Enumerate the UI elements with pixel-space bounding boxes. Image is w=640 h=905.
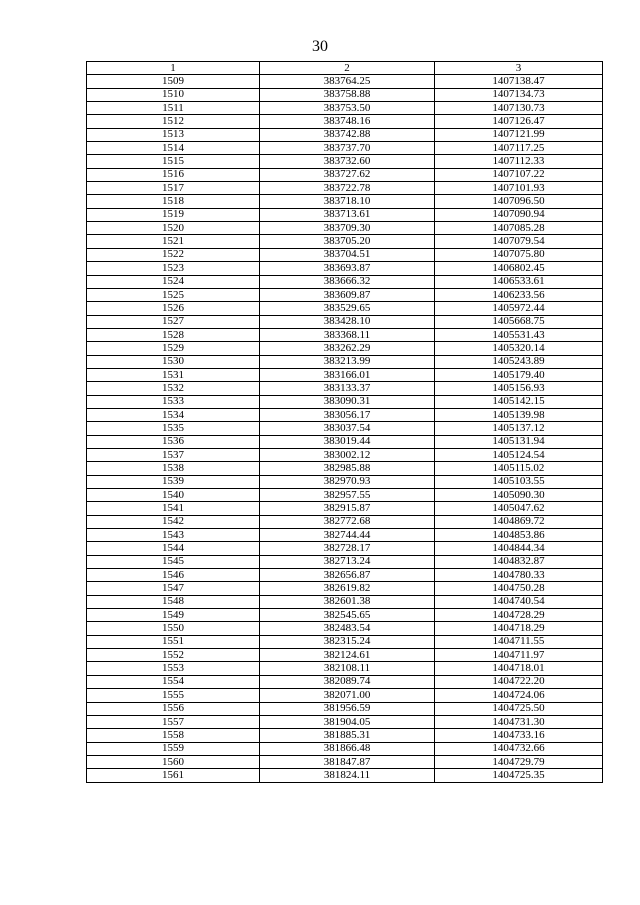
table-row — [87, 502, 603, 515]
point-number-cell: 1534 — [87, 408, 260, 421]
y-coordinate-cell: 1405156.93 — [435, 382, 603, 395]
point-number-cell: 1558 — [87, 729, 260, 742]
y-coordinate-cell: 1405047.62 — [435, 502, 603, 515]
x-coordinate-cell: 383742.88 — [260, 128, 435, 141]
table-row — [87, 542, 603, 555]
table-row — [87, 489, 603, 502]
x-coordinate-cell: 383262.29 — [260, 342, 435, 355]
y-coordinate-cell: 1404724.06 — [435, 689, 603, 702]
point-number-cell: 1533 — [87, 395, 260, 408]
y-coordinate-cell: 1405124.54 — [435, 448, 603, 461]
table-row — [87, 182, 603, 195]
point-number-cell: 1518 — [87, 195, 260, 208]
point-number-cell: 1539 — [87, 475, 260, 488]
table-row — [87, 262, 603, 275]
point-number-cell: 1550 — [87, 622, 260, 635]
x-coordinate-cell: 383666.32 — [260, 275, 435, 288]
point-number-cell: 1547 — [87, 582, 260, 595]
table-row — [87, 142, 603, 155]
x-coordinate-cell: 382601.38 — [260, 595, 435, 608]
table-row — [87, 649, 603, 662]
x-coordinate-cell: 383722.78 — [260, 182, 435, 195]
y-coordinate-cell: 1405103.55 — [435, 475, 603, 488]
table-row — [87, 155, 603, 168]
table-row — [87, 395, 603, 408]
x-coordinate-cell: 382728.17 — [260, 542, 435, 555]
point-number-cell: 1554 — [87, 675, 260, 688]
y-coordinate-cell: 1407085.28 — [435, 222, 603, 235]
table-row — [87, 88, 603, 101]
y-coordinate-cell: 1405139.98 — [435, 408, 603, 421]
table-header-row — [87, 62, 603, 75]
y-coordinate-cell: 1407126.47 — [435, 115, 603, 128]
point-number-cell: 1519 — [87, 208, 260, 221]
table-row — [87, 288, 603, 301]
point-number-cell: 1555 — [87, 689, 260, 702]
point-number-cell: 1541 — [87, 502, 260, 515]
table-row — [87, 382, 603, 395]
point-number-cell: 1546 — [87, 569, 260, 582]
x-coordinate-cell: 383166.01 — [260, 368, 435, 381]
y-coordinate-cell: 1404844.34 — [435, 542, 603, 555]
table-row — [87, 235, 603, 248]
point-number-cell: 1561 — [87, 769, 260, 782]
x-coordinate-cell: 383718.10 — [260, 195, 435, 208]
table-row — [87, 529, 603, 542]
y-coordinate-cell: 1404853.86 — [435, 529, 603, 542]
x-coordinate-cell: 383056.17 — [260, 408, 435, 421]
table-row — [87, 102, 603, 115]
table-row — [87, 315, 603, 328]
table-row — [87, 662, 603, 675]
table-row — [87, 595, 603, 608]
x-coordinate-cell: 383133.37 — [260, 382, 435, 395]
x-coordinate-cell: 383693.87 — [260, 262, 435, 275]
x-coordinate-cell: 383704.51 — [260, 248, 435, 261]
table-row — [87, 195, 603, 208]
table-row — [87, 462, 603, 475]
point-number-cell: 1538 — [87, 462, 260, 475]
point-number-cell: 1513 — [87, 128, 260, 141]
table-row — [87, 342, 603, 355]
point-number-cell: 1526 — [87, 302, 260, 315]
point-number-cell: 1524 — [87, 275, 260, 288]
y-coordinate-cell: 1406802.45 — [435, 262, 603, 275]
y-coordinate-cell: 1404732.66 — [435, 742, 603, 755]
point-number-cell: 1545 — [87, 555, 260, 568]
table-row — [87, 622, 603, 635]
table-row — [87, 368, 603, 381]
point-number-cell: 1520 — [87, 222, 260, 235]
point-number-cell: 1527 — [87, 315, 260, 328]
x-coordinate-cell: 383753.50 — [260, 102, 435, 115]
table-row — [87, 475, 603, 488]
y-coordinate-cell: 1405137.12 — [435, 422, 603, 435]
x-coordinate-cell: 382108.11 — [260, 662, 435, 675]
table-row — [87, 448, 603, 461]
point-number-cell: 1544 — [87, 542, 260, 555]
table-row — [87, 569, 603, 582]
table-row — [87, 208, 603, 221]
x-coordinate-cell: 383705.20 — [260, 235, 435, 248]
y-coordinate-cell: 1405179.40 — [435, 368, 603, 381]
table-row — [87, 75, 603, 88]
x-coordinate-cell: 382315.24 — [260, 635, 435, 648]
y-coordinate-cell: 1404722.20 — [435, 675, 603, 688]
table-row — [87, 328, 603, 341]
point-number-cell: 1536 — [87, 435, 260, 448]
x-coordinate-cell: 382545.65 — [260, 609, 435, 622]
y-coordinate-cell: 1404740.54 — [435, 595, 603, 608]
point-number-cell: 1556 — [87, 702, 260, 715]
y-coordinate-cell: 1404750.28 — [435, 582, 603, 595]
point-number-cell: 1535 — [87, 422, 260, 435]
y-coordinate-cell: 1405142.15 — [435, 395, 603, 408]
point-number-cell: 1515 — [87, 155, 260, 168]
point-number-cell: 1542 — [87, 515, 260, 528]
table-row — [87, 675, 603, 688]
table-row — [87, 355, 603, 368]
y-coordinate-cell: 1404718.29 — [435, 622, 603, 635]
y-coordinate-cell: 1405531.43 — [435, 328, 603, 341]
point-number-cell: 1549 — [87, 609, 260, 622]
table-row — [87, 729, 603, 742]
point-number-cell: 1521 — [87, 235, 260, 248]
y-coordinate-cell: 1404718.01 — [435, 662, 603, 675]
x-coordinate-cell: 381847.87 — [260, 755, 435, 768]
table-row — [87, 715, 603, 728]
x-coordinate-cell: 383609.87 — [260, 288, 435, 301]
x-coordinate-cell: 381904.05 — [260, 715, 435, 728]
x-coordinate-cell: 383758.88 — [260, 88, 435, 101]
point-number-cell: 1557 — [87, 715, 260, 728]
x-coordinate-cell: 383019.44 — [260, 435, 435, 448]
point-number-cell: 1532 — [87, 382, 260, 395]
point-number-cell: 1528 — [87, 328, 260, 341]
point-number-cell: 1552 — [87, 649, 260, 662]
y-coordinate-cell: 1407117.25 — [435, 142, 603, 155]
point-number-cell: 1509 — [87, 75, 260, 88]
x-coordinate-cell: 381885.31 — [260, 729, 435, 742]
coordinates-table — [86, 61, 603, 783]
x-coordinate-cell: 383529.65 — [260, 302, 435, 315]
table-row — [87, 248, 603, 261]
table-row — [87, 555, 603, 568]
x-coordinate-cell: 383213.99 — [260, 355, 435, 368]
y-coordinate-cell: 1404780.33 — [435, 569, 603, 582]
x-coordinate-cell: 382713.24 — [260, 555, 435, 568]
point-number-cell: 1525 — [87, 288, 260, 301]
y-coordinate-cell: 1404729.79 — [435, 755, 603, 768]
y-coordinate-cell: 1405131.94 — [435, 435, 603, 448]
x-coordinate-cell: 382744.44 — [260, 529, 435, 542]
table-row — [87, 128, 603, 141]
y-coordinate-cell: 1404725.35 — [435, 769, 603, 782]
point-number-cell: 1512 — [87, 115, 260, 128]
x-coordinate-cell: 382772.68 — [260, 515, 435, 528]
table-row — [87, 435, 603, 448]
column-header-2: 2 — [260, 62, 435, 75]
y-coordinate-cell: 1407134.73 — [435, 88, 603, 101]
x-coordinate-cell: 382970.93 — [260, 475, 435, 488]
x-coordinate-cell: 383368.11 — [260, 328, 435, 341]
y-coordinate-cell: 1407130.73 — [435, 102, 603, 115]
table-row — [87, 769, 603, 782]
x-coordinate-cell: 383727.62 — [260, 168, 435, 181]
page-number: 30 — [312, 38, 328, 55]
y-coordinate-cell: 1407075.80 — [435, 248, 603, 261]
x-coordinate-cell: 381824.11 — [260, 769, 435, 782]
x-coordinate-cell: 383764.25 — [260, 75, 435, 88]
y-coordinate-cell: 1407112.33 — [435, 155, 603, 168]
x-coordinate-cell: 382483.54 — [260, 622, 435, 635]
y-coordinate-cell: 1404733.16 — [435, 729, 603, 742]
y-coordinate-cell: 1407096.50 — [435, 195, 603, 208]
point-number-cell: 1511 — [87, 102, 260, 115]
point-number-cell: 1543 — [87, 529, 260, 542]
x-coordinate-cell: 381956.59 — [260, 702, 435, 715]
table-row — [87, 755, 603, 768]
x-coordinate-cell: 383732.60 — [260, 155, 435, 168]
column-header-3: 3 — [435, 62, 603, 75]
point-number-cell: 1537 — [87, 448, 260, 461]
y-coordinate-cell: 1404711.97 — [435, 649, 603, 662]
y-coordinate-cell: 1407101.93 — [435, 182, 603, 195]
x-coordinate-cell: 382089.74 — [260, 675, 435, 688]
y-coordinate-cell: 1405668.75 — [435, 315, 603, 328]
table-row — [87, 609, 603, 622]
table-row — [87, 689, 603, 702]
y-coordinate-cell: 1405243.89 — [435, 355, 603, 368]
y-coordinate-cell: 1405320.14 — [435, 342, 603, 355]
x-coordinate-cell: 383737.70 — [260, 142, 435, 155]
table-body — [87, 75, 603, 782]
x-coordinate-cell: 383428.10 — [260, 315, 435, 328]
y-coordinate-cell: 1407079.54 — [435, 235, 603, 248]
table-row — [87, 422, 603, 435]
point-number-cell: 1516 — [87, 168, 260, 181]
y-coordinate-cell: 1405972.44 — [435, 302, 603, 315]
x-coordinate-cell: 382071.00 — [260, 689, 435, 702]
point-number-cell: 1553 — [87, 662, 260, 675]
table-row — [87, 275, 603, 288]
table-row — [87, 742, 603, 755]
point-number-cell: 1530 — [87, 355, 260, 368]
point-number-cell: 1522 — [87, 248, 260, 261]
x-coordinate-cell: 383709.30 — [260, 222, 435, 235]
x-coordinate-cell: 382957.55 — [260, 489, 435, 502]
table-row — [87, 408, 603, 421]
x-coordinate-cell: 383713.61 — [260, 208, 435, 221]
table-row — [87, 582, 603, 595]
table-row — [87, 302, 603, 315]
x-coordinate-cell: 382656.87 — [260, 569, 435, 582]
table-row — [87, 702, 603, 715]
point-number-cell: 1540 — [87, 489, 260, 502]
y-coordinate-cell: 1407121.99 — [435, 128, 603, 141]
point-number-cell: 1551 — [87, 635, 260, 648]
y-coordinate-cell: 1407107.22 — [435, 168, 603, 181]
y-coordinate-cell: 1406533.61 — [435, 275, 603, 288]
y-coordinate-cell: 1404711.55 — [435, 635, 603, 648]
y-coordinate-cell: 1407138.47 — [435, 75, 603, 88]
point-number-cell: 1531 — [87, 368, 260, 381]
x-coordinate-cell: 381866.48 — [260, 742, 435, 755]
x-coordinate-cell: 383090.31 — [260, 395, 435, 408]
x-coordinate-cell: 382619.82 — [260, 582, 435, 595]
y-coordinate-cell: 1404869.72 — [435, 515, 603, 528]
table-row — [87, 635, 603, 648]
y-coordinate-cell: 1404731.30 — [435, 715, 603, 728]
point-number-cell: 1510 — [87, 88, 260, 101]
y-coordinate-cell: 1407090.94 — [435, 208, 603, 221]
x-coordinate-cell: 383037.54 — [260, 422, 435, 435]
x-coordinate-cell: 382985.88 — [260, 462, 435, 475]
x-coordinate-cell: 382915.87 — [260, 502, 435, 515]
point-number-cell: 1548 — [87, 595, 260, 608]
table-row — [87, 168, 603, 181]
y-coordinate-cell: 1406233.56 — [435, 288, 603, 301]
x-coordinate-cell: 382124.61 — [260, 649, 435, 662]
point-number-cell: 1514 — [87, 142, 260, 155]
y-coordinate-cell: 1404728.29 — [435, 609, 603, 622]
point-number-cell: 1517 — [87, 182, 260, 195]
x-coordinate-cell: 383748.16 — [260, 115, 435, 128]
y-coordinate-cell: 1405115.02 — [435, 462, 603, 475]
column-header-1: 1 — [87, 62, 260, 75]
table-row — [87, 515, 603, 528]
y-coordinate-cell: 1405090.30 — [435, 489, 603, 502]
point-number-cell: 1559 — [87, 742, 260, 755]
point-number-cell: 1560 — [87, 755, 260, 768]
table-row — [87, 222, 603, 235]
y-coordinate-cell: 1404725.50 — [435, 702, 603, 715]
y-coordinate-cell: 1404832.87 — [435, 555, 603, 568]
point-number-cell: 1529 — [87, 342, 260, 355]
point-number-cell: 1523 — [87, 262, 260, 275]
table-row — [87, 115, 603, 128]
x-coordinate-cell: 383002.12 — [260, 448, 435, 461]
